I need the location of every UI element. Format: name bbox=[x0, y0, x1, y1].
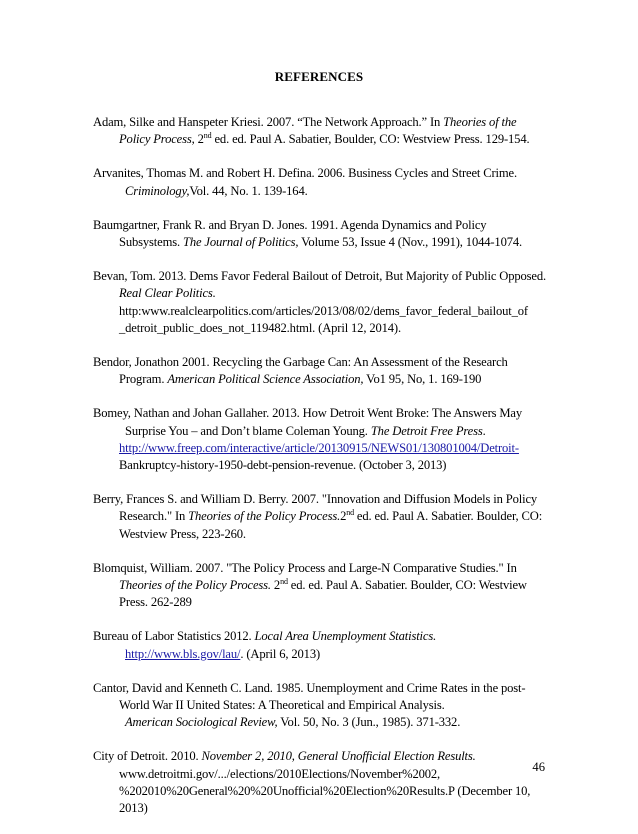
reference-bls: Bureau of Labor Statistics 2012. Local Area Unemployment Statistics. http://www.bls.gov/lau/. (April 6, 2013) bbox=[93, 629, 437, 661]
reference-link-freep[interactable]: http://www.freep.com/interactive/article/20130915/NEWS01/130801004/Detroit- bbox=[119, 440, 519, 455]
reference-link-bls[interactable]: http://www.bls.gov/lau/ bbox=[125, 646, 241, 661]
page-title: REFERENCES bbox=[274, 69, 364, 84]
reference-cantor: Cantor, David and Kenneth C. Land. 1985. Unemployment and Crime Rates in the post-World War II United States: A Theoretical and Empirical Analysis. American Sociological Review, Vol. 50, No. 3 (Jun., 1985). 371-332. bbox=[93, 680, 526, 730]
reference-baumgartner: Baumgartner, Frank R. and Bryan D. Jones. 1991. Agenda Dynamics and Policy Subsystems. The Journal of Politics, Volume 53, Issue 4 (Nov., 1991), 1044-1074. bbox=[93, 217, 523, 250]
reference-arvanites: Arvanites, Thomas M. and Robert H. Defina. 2006. Business Cycles and Street Crime. Criminology,Vol. 44, No. 1. 139-164. bbox=[93, 166, 517, 198]
reference-bendor: Bendor, Jonathon 2001. Recycling the Garbage Can: An Assessment of the Research Program. American Political Science Association, Vo1 95, No, 1. 169-190 bbox=[93, 355, 508, 387]
reference-blomquist: Blomquist, William. 2007. "The Policy Process and Large-N Comparative Studies." In Theories of the Policy Process. 2nd ed. ed. Paul A. Sabatier. Boulder, CO: Westview Press. 262-289 bbox=[93, 560, 527, 610]
reference-bevan: Bevan, Tom. 2013. Dems Favor Federal Bailout of Detroit, But Majority of Public Opposed. Real Clear Politics. http:www.realclearpolitics.com/articles/2013/08/02/dems_favor_federal_bailout_of _detroit_public_does_not_119482.html. (April 12, 2014). bbox=[93, 269, 546, 335]
reference-bomey: Bomey, Nathan and Johan Gallaher. 2013. How Detroit Went Broke: The Answers May Surprise You – and Don’t blame Coleman Young. The Detroit Free Press. http://www.freep.com/interactive/article/20130915/NEWS01/130801004/Detroit- Bankruptcy-history-1950-debt-pension-revenue. (October 3, 2013) bbox=[93, 406, 522, 473]
reference-list bbox=[93, 114, 548, 834]
reference-adam: Adam, Silke and Hanspeter Kriesi. 2007. “The Network Approach.” In Theories of the Policy Process, 2nd ed. ed. Paul A. Sabatier, Boulder, CO: Westview Press. 129-154. bbox=[93, 115, 530, 147]
reference-berry: Berry, Frances S. and William D. Berry. 2007. "Innovation and Diffusion Models in Policy Research." In Theories of the Policy Process.2nd ed. ed. Paul A. Sabatier. Boulder, CO: Westview Press, 223-260. bbox=[93, 492, 543, 541]
reference-detroit: City of Detroit. 2010. November 2, 2010, General Unofficial Election Results. www.detroitmi.gov/.../elections/2010Elections/November%2002, %202010%20General%20%20Unofficial%20Election%20Results.P (December 10, 2013) bbox=[93, 749, 531, 816]
page-number: 46 bbox=[532, 760, 545, 774]
